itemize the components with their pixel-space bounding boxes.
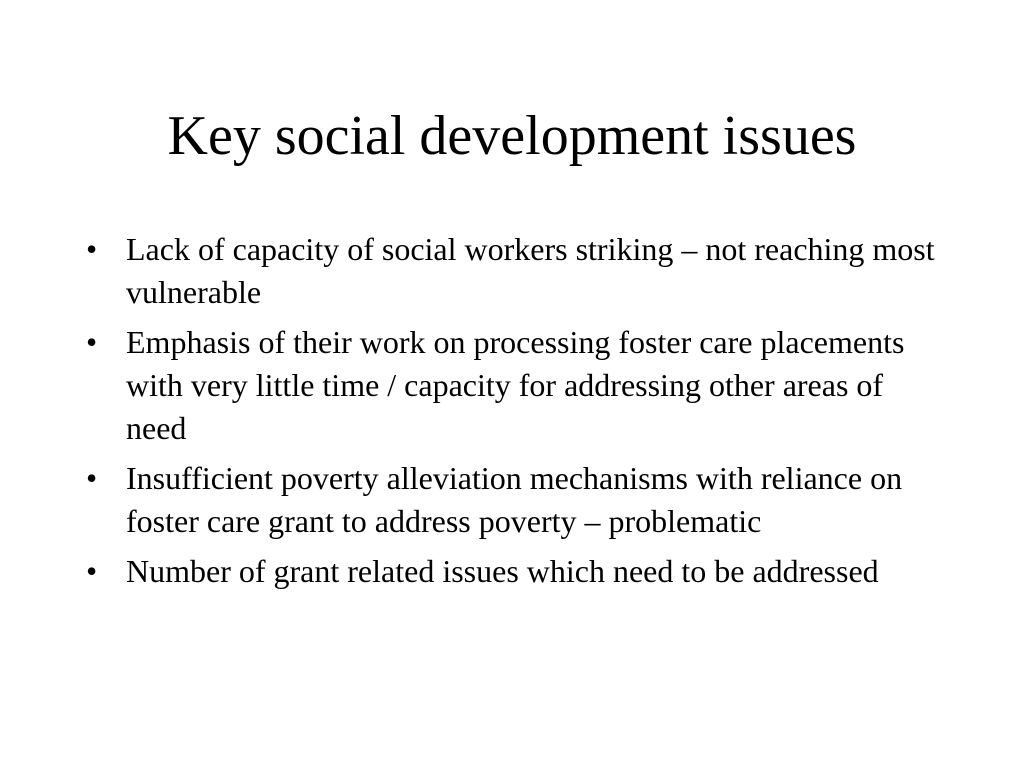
bullet-marker: •	[86, 231, 98, 267]
bullet-text: Number of grant related issues which need to be addressed	[126, 553, 879, 589]
bullet-text: Lack of capacity of social workers striking – not reaching most vulnerable	[126, 231, 935, 310]
bullet-item	[86, 457, 936, 543]
slide-title: Key social development issues	[167, 105, 857, 167]
bullet-item	[86, 228, 936, 314]
bullet-text: Insufficient poverty alleviation mechanisms with reliance on foster care grant to address poverty – problematic	[126, 460, 903, 539]
bullet-list	[86, 228, 936, 600]
bullet-item	[86, 321, 936, 450]
bullet-marker: •	[86, 324, 98, 360]
bullet-marker: •	[86, 553, 98, 589]
bullet-text: Emphasis of their work on processing foster care placements with very little time / capacity for addressing other areas of need	[126, 324, 905, 446]
bullet-marker: •	[86, 460, 98, 496]
bullet-item	[86, 550, 936, 593]
